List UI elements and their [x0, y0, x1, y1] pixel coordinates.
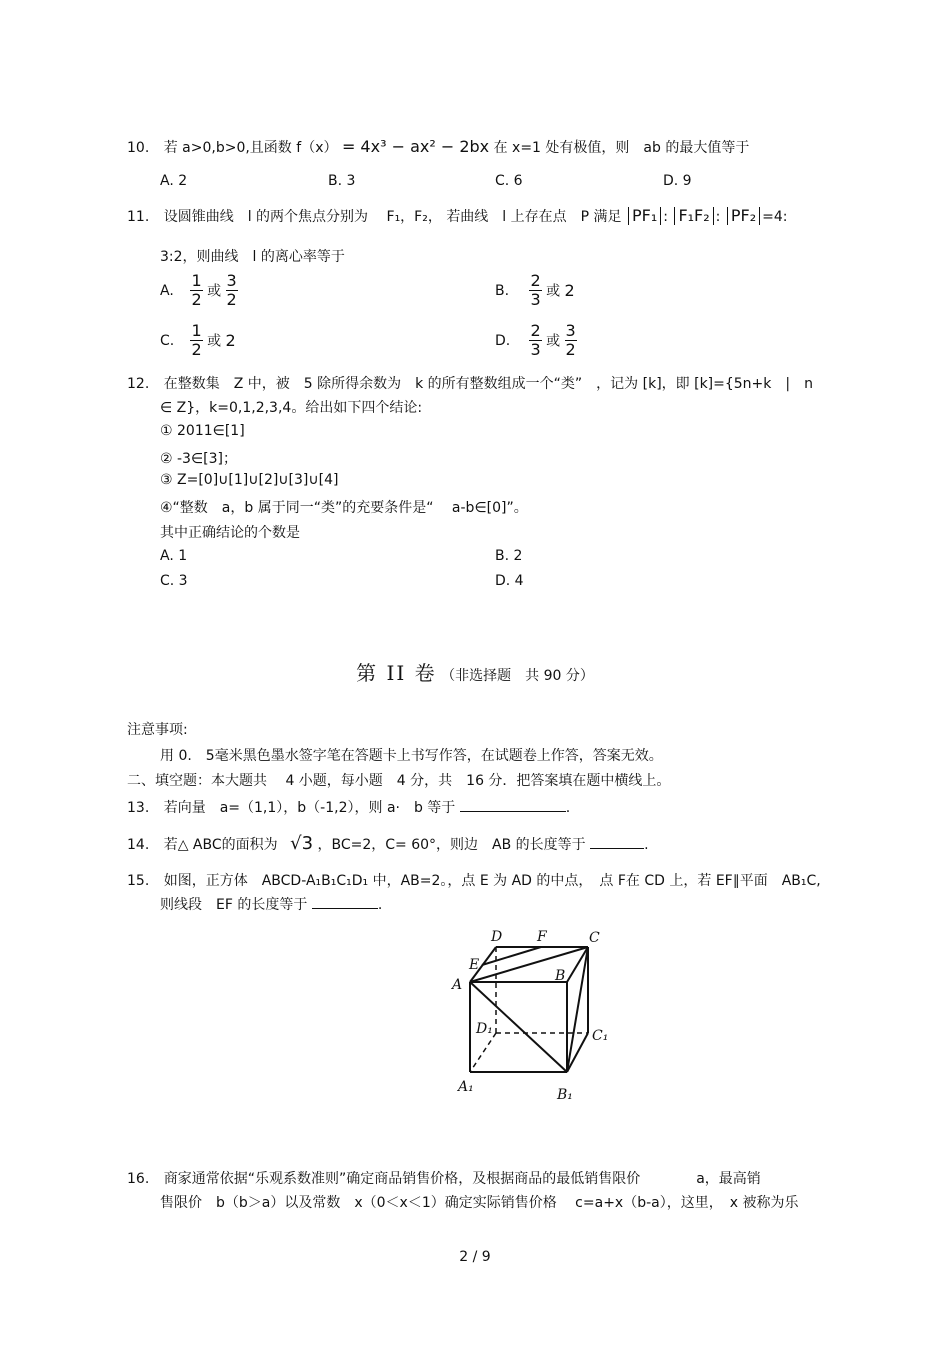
q16-text: 商家通常依据“乐观系数准则”确定商品销售价格，及根据商品的最低销售限价 a，最高销 [163, 1171, 761, 1187]
section-heading [0, 657, 950, 686]
fraction: $\frac{3}{2}$ [565, 321, 576, 359]
label-B: B [555, 968, 566, 984]
label-D1: D₁ [476, 1021, 493, 1037]
label-A: A [452, 977, 463, 993]
q11-option-c: C. $\frac{1}{2}$ 或 2 [160, 321, 236, 359]
q14-sqrt: √3 [290, 833, 314, 854]
q15-line1 [127, 870, 821, 890]
notes-line: 用 0. 5毫米黑色墨水签字笔在答题卡上书写作答，在试题卷上作答，答案无效。 [160, 748, 663, 764]
answer-blank [590, 848, 644, 849]
q11-text-a: 设圆锥曲线 l 的两个焦点分别为 [163, 209, 369, 225]
q16-number: 16. [127, 1171, 150, 1187]
q11-foci: F₁，F₂， [386, 209, 442, 225]
section-title: 第 II 卷 [356, 661, 437, 685]
q16-line1 [127, 1168, 761, 1188]
q15-line2: 则线段 EF 的长度等于 . [160, 897, 383, 913]
q12-line1 [127, 373, 813, 393]
q13-number: 13. [127, 800, 150, 816]
q12-option-b: B. 2 [495, 548, 523, 564]
q12-item-2: ② -3∈[3]； [160, 451, 237, 467]
q12-number: 12. [127, 376, 150, 392]
fraction: $\frac{1}{2}$ [191, 271, 202, 309]
q12-item-1: ① 2011∈[1] [160, 423, 245, 439]
q11-text-b: 若曲线 l 上存在点 P 满足 [446, 209, 622, 225]
label-A1: A₁ [458, 1079, 474, 1095]
q10-number: 10. [127, 140, 150, 156]
q11-line2: 3:2，则曲线 l 的离心率等于 [160, 249, 345, 265]
cube-figure [440, 925, 620, 1105]
q11-pf1: PF₁ [628, 207, 661, 225]
q10-formula: = 4x³ − ax² − 2bx [341, 137, 490, 156]
notes-heading: 注意事项: [127, 722, 188, 738]
q13-line: 13. 若向量 a=（1,1），b（-1,2），则 a· b 等于 . [127, 800, 571, 816]
q12-option-a: A. 1 [160, 548, 188, 564]
q12-item-3: ③ Z=[0]∪[1]∪[2]∪[3]∪[4] [160, 472, 339, 488]
q14-text-a: 若△ ABC的面积为 [163, 837, 278, 853]
q14-line: 14. 若△ ABC的面积为 √3 ，BC=2，C= 60°，则边 AB 的长度等于 . [127, 833, 649, 854]
q11-pf2: PF₂ [727, 207, 760, 225]
q11-ratio-end: =4: [762, 209, 788, 225]
label-E: E [469, 957, 480, 973]
q12-option-d: D. 4 [495, 573, 524, 589]
q11-line1: 11. 设圆锥曲线 l 的两个焦点分别为 F₁，F₂， 若曲线 l 上存在点 P 满足 PF₁ : F₁F₂ : PF₂ =4: [127, 206, 788, 225]
fraction: $\frac{3}{2}$ [226, 271, 237, 309]
q10-text-a: 若 a>0,b>0,且函数 f（x） [163, 140, 338, 156]
page-number: 2 / 9 [459, 1249, 491, 1265]
fraction: $\frac{2}{3}$ [530, 271, 541, 309]
q10-option-d: D. 9 [663, 173, 692, 189]
q16-line2: 售限价 b（b＞a）以及常数 x（0＜x＜1）确定实际销售价格 c=a+x（b-a），这里， x 被称为乐 [160, 1195, 799, 1211]
label-C1: C₁ [592, 1028, 609, 1044]
label-D: D [491, 929, 503, 945]
q12-line2: ∈ Z}，k=0,1,2,3,4。给出如下四个结论: [160, 400, 423, 416]
edge-D1A1 [470, 1033, 496, 1072]
answer-blank [312, 908, 378, 909]
q10-option-b: B. 3 [328, 173, 356, 189]
fraction: $\frac{1}{2}$ [191, 321, 202, 359]
q10-option-a: A. 2 [160, 173, 188, 189]
section-subtitle: （非选择题 共 90 分） [441, 668, 594, 684]
q15-text: 如图，正方体 ABCD-A₁B₁C₁D₁ 中，AB=2。，点 E 为 AD 的中点， 点 F在 CD 上，若 EF∥平面 AB₁C, [163, 873, 821, 889]
q12-text: 在整数集 Z 中，被 5 除所得余数为 k 的所有整数组成一个“类” ，记为 [k]，即 [k]={5n+k | n [163, 376, 813, 392]
q12-item-4: ④“整数 a，b 属于同一“类”的充要条件是“ a-b∈[0]”。 [160, 500, 528, 516]
q15-number: 15. [127, 873, 150, 889]
segment-EF [482, 947, 541, 965]
q12-question: 其中正确结论的个数是 [160, 525, 300, 541]
label-C: C [589, 930, 600, 946]
answer-blank [460, 811, 566, 812]
label-F: F [537, 929, 547, 945]
fraction: $\frac{2}{3}$ [530, 321, 541, 359]
q11-option-a: A. $\frac{1}{2}$ 或 $\frac{3}{2}$ [160, 271, 237, 309]
q14-text-b: ，BC=2，C= 60°，则边 AB 的长度等于 [317, 837, 586, 853]
q13-text: 若向量 a=（1,1），b（-1,2），则 a· b 等于 [163, 800, 456, 816]
q11-f1f2: F₁F₂ [674, 207, 713, 225]
part2-heading: 二、填空题：本大题共 4 小题，每小题 4 分，共 16 分．把答案填在题中横线上。 [127, 773, 671, 789]
q11-option-b: B. $\frac{2}{3}$ 或 2 [495, 271, 575, 309]
q10-text-b: 在 x=1 处有极值，则 ab 的最大值等于 [493, 140, 750, 156]
q12-option-c: C. 3 [160, 573, 188, 589]
q10-line [127, 137, 749, 157]
label-B1: B₁ [557, 1087, 573, 1103]
q11-number: 11. [127, 209, 150, 225]
q10-option-c: C. 6 [495, 173, 523, 189]
q11-option-d: D. $\frac{2}{3}$ 或 $\frac{3}{2}$ [495, 321, 576, 359]
q14-number: 14. [127, 837, 150, 853]
